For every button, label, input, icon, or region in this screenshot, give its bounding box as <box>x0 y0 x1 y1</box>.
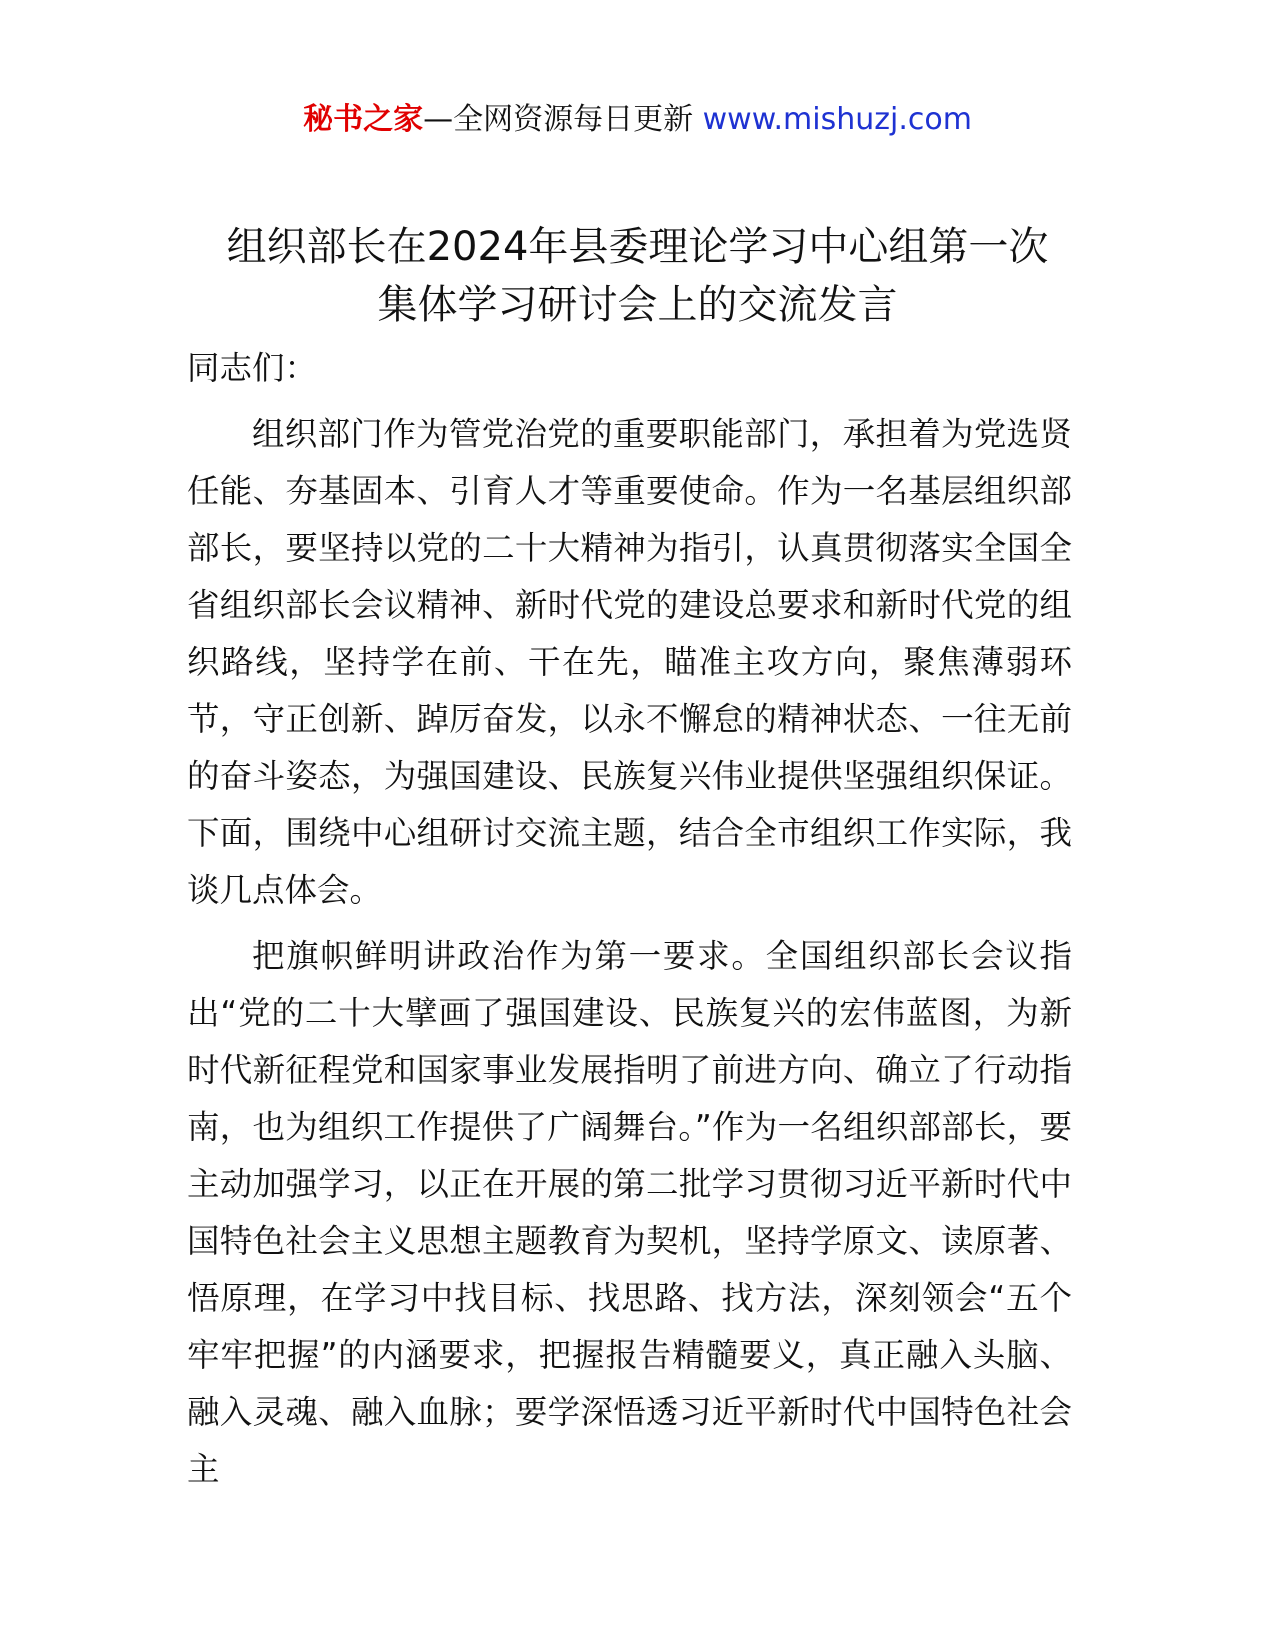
document-title <box>160 218 1115 334</box>
salutation: 同志们： <box>187 349 318 387</box>
title-line-1: 组织部长在2024年县委理论学习中心组第一次 <box>226 224 1049 270</box>
site-url-link[interactable]: www.mishuzj.com <box>702 102 972 137</box>
header-tagline: —全网资源每日更新 <box>423 102 703 137</box>
document-body <box>187 340 1072 1507</box>
brand-name: 秘书之家 <box>303 102 424 137</box>
site-header <box>0 100 1275 140</box>
paragraph-1: 组织部门作为管党治党的重要职能部门，承担着为党选贤任能、夯基固本、引育人才等重要使命。作为一名基层组织部部长，要坚持以党的二十大精神为指引，认真贯彻落实全国全省组织部长会议精神、新时代党的建设总要求和新时代党的组织路线，坚持学在前、干在先，瞄准主攻方向，聚焦薄弱环节，守正创新、踔厉奋发，以永不懈怠的精神状态、一往无前的奋斗姿态，为强国建设、民族复兴伟业提供坚强组织保证。下面，围绕中心组研讨交流主题，结合全市组织工作实际，我谈几点体会。 <box>187 415 1072 909</box>
paragraph-2: 把旗帜鲜明讲政治作为第一要求。全国组织部长会议指出“党的二十大擘画了强国建设、民族复兴的宏伟蓝图，为新时代新征程党和国家事业发展指明了前进方向、确立了行动指南，也为组织工作提供了广阔舞台。”作为一名组织部部长，要主动加强学习，以正在开展的第二批学习贯彻习近平新时代中国特色社会主义思想主题教育为契机，坚持学原文、读原著、悟原理，在学习中找目标、找思路、找方法，深刻领会“五个牢牢把握”的内涵要求，把握报告精髓要义，真正融入头脑、融入灵魂、融入血脉；要学深悟透习近平新时代中国特色社会主 <box>187 937 1072 1488</box>
title-line-2: 集体学习研讨会上的交流发言 <box>377 282 898 328</box>
